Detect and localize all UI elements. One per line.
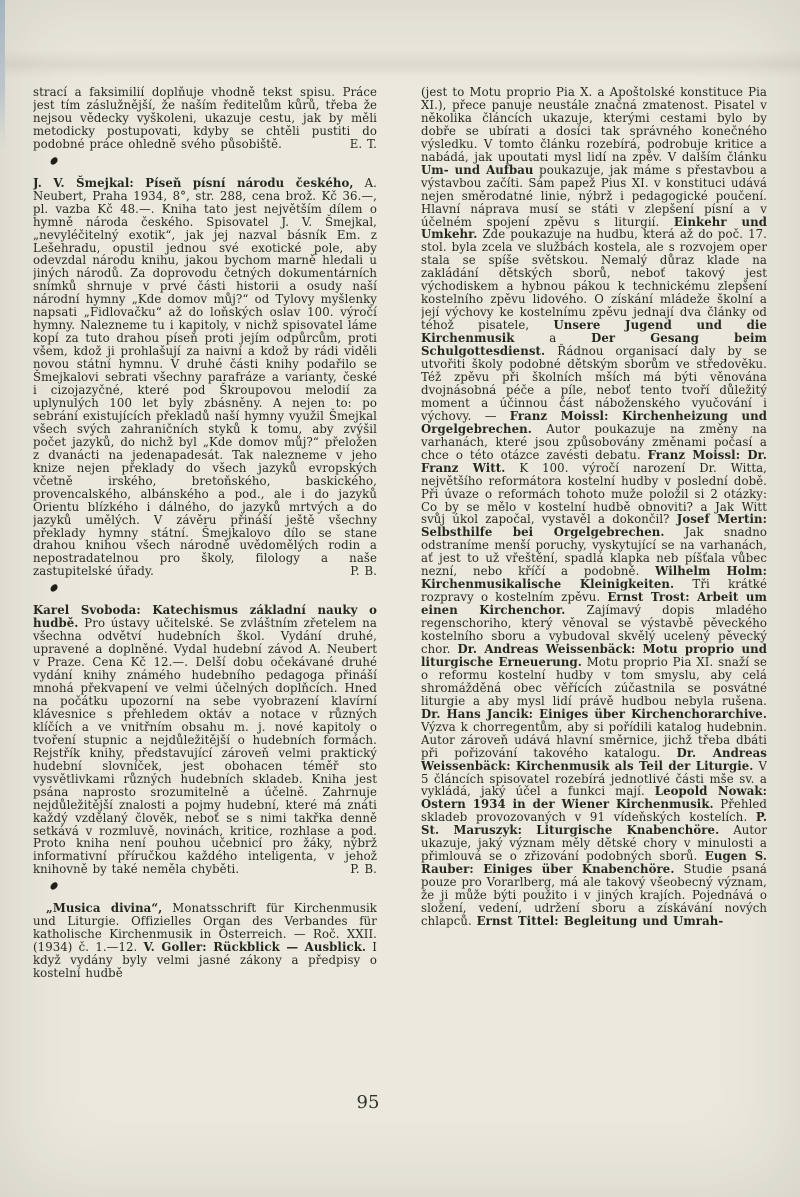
text-run: poukazuje, jak máme s přestavbou a výstavbou začíti. Sám papež Pius XI. v konstituci udává nejen směrodatné linie, nýbrž i pedagogické poučení. Hlavní náprava musí se státi v zlepšení písní a v účelném spojení zpěvu s liturgií. bbox=[421, 162, 767, 229]
review-heading-run: Franz Moissl: Dr. Franz Witt. bbox=[421, 447, 767, 475]
paragraph bbox=[33, 902, 377, 980]
text-run: a bbox=[514, 331, 592, 346]
column-right bbox=[421, 86, 767, 1092]
text-run: Výzva k chorregentům, aby si pořídili katalog hudebnin. Autor zároveň udává hlavní směrnice, jichž třeba dbáti při pořizování takového katalogu. bbox=[421, 719, 767, 760]
text-run: Přehled skladeb provozovaných v 91 vídeňských kostelích. bbox=[421, 797, 767, 825]
text-run: (jest to Motu proprio Pia X. a Apoštolské konstituce Pia XI.), přece panuje neustále značná zmatenost. Pisatel v několika článcích ukazuje, kterými cestami bylo by dobře se ubírati a dosíci tak správného konečného výsledku. V tomto článku rozebírá, podrobuje kritice a nabádá, jak upoutati mysl lidí na zpěv. V dalším článku bbox=[421, 86, 767, 164]
review-heading-run: Karel Svoboda: Katechismus základní nauky o hudbě. bbox=[33, 603, 377, 631]
review-heading-run: Einkehr und Umkehr. bbox=[421, 214, 767, 242]
reviewer-initials: P. B. bbox=[350, 862, 377, 877]
paragraph bbox=[33, 177, 377, 579]
review-heading-run: Unsere Jugend und die Kirchenmusik bbox=[421, 318, 767, 346]
review-heading-run: Der Gesang beim Schulgottesdienst. bbox=[421, 331, 767, 359]
text-run: K 100. výročí narození Dr. Witta, největšího reformátora kostelní hudby v poslední době. Při úvaze o reformách tohoto muže položil si 2 otázky: Co by se mělo v kostelní hudbě obnoviti? a Jak Witt svůj úkol započal, vystavěl a dokončil? bbox=[421, 460, 767, 527]
text-run: Monatsschrift für Kirchenmusik und Liturgie. Offizielles Organ des Verbandes für katholische Kirchenmusik in Österreich. — Roč. XXII. (1934) č. 1.—12. bbox=[33, 901, 377, 955]
leaf-ornament-icon bbox=[49, 584, 59, 593]
paragraph bbox=[33, 604, 377, 876]
review-heading-run: V. Goller: Rückblick — Ausblick. bbox=[143, 940, 367, 955]
text-run: Řádnou organisací daly by se utvořiti školy podobné dětským sborům ve středověku. Též zpěvu při školních mších má býti věnována dvojnásobná péče a píle, neboť tento tvoří důležitý moment a účinnou část náboženského vyučování i výchovy. — bbox=[421, 344, 767, 423]
paragraph bbox=[421, 86, 767, 928]
text-run: A. Neubert, Praha 1934, 8°, str. 288, cena brož. Kč 36.—, pl. vazba Kč 48.—. Kniha tato jest největším dílem o hymně národa českého. Spisovatel J. V. Šmejkal, „nevyléčitelný exotik“, jak jej nazval básník Em. z Lešehradu, opustil jednou své exotické pole, aby odevzdal národu knihu, jakou bychom marně hledali u jiných národů. Za doprovodu četných dokumentárních snímků shrnuje v prvé části historii a osudy naší národní hymny „Kde domov můj?“ od Tylovy myšlenky napsati „Fidlovačku“ až do loňských oslav 100. výročí hymny. Nalezneme tu i kapitoly, v nichž spisovatel láme kopí za tuto drahou píseň proti jejím odpůrcům, proti všem, kdož ji prohlašují za naivní a kdož by rádi viděli novou státní hymnu. V druhé části knihy podařilo se Šmejkalovi sebrati všechny parafráze a varianty, české i cizojazyčné, které pod Škroupovou melodií za uplynulých 100 let byly zbásněny. A nejen to: po sebrání existujících překladů naší hymny využil Šmejkal všech svých zahraničních styků k tomu, aby zvýšil počet jazyků, do nichž byl „Kde domov můj?“ přeložen z dvanácti na jedenapadesát. Tak nalezneme v jeho knize nejen překlady do všech jazyků evropských včetně irského, bretoňského, baskického, provencalského, albánského a pod., ale i do jazyků Orientu blízkého i dálného, do jazyků mrtvých a do jazyků umělých. V závěru přináší ještě všechny překlady hymny státní. Šmejkalovo dílo se stane drahou knihou všech národně uvědomělých rodin a nepostradatelnou pro školy, filology a naše zastupitelské úřady. bbox=[33, 175, 377, 579]
review-heading-run: J. V. Šmejkal: Píseň písní národu českého, bbox=[33, 175, 354, 190]
text-run: Pro ústavy učitelské. Se zvláštním zřetelem na všechna odvětví hudebních škol. Vydání druhé, upravené a doplněné. Vydal hudební závod A. Neubert v Praze. Cena Kč 12.—. Delší dobu očekávané druhé vydání knihy známého hudebního pedagoga přináší mnohá překvapení ve velmi účelných doplňcích. Hned na počátku upozorní na sebe vyobrazení klavírní klávesnice s přehledem oktáv a notace v různých klíčích a ve vnitřním obsahu m. j. nové kapitoly o tvoření stupnic a nejdůležitější o hudebních formách. Rejstřík knihy, představující zároveň velmi praktický hudební slovníček, jest obohacen téměř sto vysvětlivkami různých hudebních skladeb. Kniha jest psána naprosto srozumitelně a účelně. Zahrnuje nejdůležitější znalosti a pojmy hudební, které má znáti každý vzdělaný člověk, neboť se s nimi takřka denně setkává v rozmluvě, novinách, kritice, rozhlase a pod. Proto kniha není pouhou učebnicí pro žáky, nýbrž informativní příručkou každého inteligenta, v jehož knihovně by také neměla chyběti. bbox=[33, 616, 377, 877]
review-heading-run: Dr. Andreas Weissenbäck: Kirchenmusik als Teil der Liturgie. bbox=[421, 745, 767, 773]
paragraph bbox=[33, 86, 377, 151]
text-run: strací a faksimilií doplňuje vhodně tekst spisu. Práce jest tím záslužnější, že naším ředitelům kůrů, třeba že nejsou vědecky vyškoleni, ukazuje cestu, jak by měli metodicky postupovati, kdyby se chtěli pustiti do podobné práce ohledně svého působiště. bbox=[33, 86, 377, 151]
section-divider-icon bbox=[50, 883, 377, 892]
review-heading-run: P. St. Maruszyk: Liturgische Knabenchöre. bbox=[421, 810, 767, 838]
text-run: Zde poukazuje na hudbu, která až do poč. 17. stol. byla zcela ve službách kostela, ale s rozvojem oper stala se spíše světskou. Nemalý důraz klade na zakládání dětských sborů, neboť takový jest východiskem a hybnou pákou k technickému zlepšení kostelního zpěvu lidového. O získání mládeže školní a její výchovy ke kostelnímu zpěvu jednají dva články od téhož pisatele, bbox=[421, 227, 767, 333]
review-heading-run: Dr. Hans Jancik: Einiges über Kirchenchorarchive. bbox=[421, 706, 767, 721]
text-run: Tři krátké rozpravy o kostelním zpěvu. bbox=[421, 577, 767, 605]
text-run: Autor ukazuje, jaký význam měly dětské chory v minulosti a přimlouvá se o zřizování podobných sborů. bbox=[421, 823, 767, 864]
page-number: 95 bbox=[356, 1092, 380, 1113]
text-run: Studie psaná pouze pro Vorarlberg, má ale takový všeobecný význam, že ji může býti použito i v jiných krajích. Pojednává o složení, vedení, udržení sboru a získávání nových chlapců. bbox=[421, 862, 767, 928]
review-heading-run: Leopold Nowak: Ostern 1934 in der Wiener Kirchenmusik. bbox=[421, 784, 767, 812]
review-heading-run: Josef Mertin: Selbsthilfe bei Orgelgebrechen. bbox=[421, 512, 767, 540]
reviewer-initials: E. T. bbox=[349, 136, 377, 151]
reviewer-initials: P. B. bbox=[350, 564, 377, 579]
review-heading-run: Ernst Tittel: Begleitung und Umrah- bbox=[476, 914, 724, 928]
text-run: V 5 článcích spisovatel rozebírá jednotlivé části mše sv. a vykládá, jaký účel a funkci mají. bbox=[421, 758, 767, 799]
text-run: Zajímavý dopis mladého regenschoriho, který věnoval se výstavbě pěveckého kostelního sboru a vybudoval skvělý ucelený pěvecký chor. bbox=[421, 603, 767, 656]
text-run: Motu proprio Pia XI. snaží se o reformu kostelní hudby v tom smyslu, aby celá shromážděná obec věřících zúčastnila se posvátné liturgie a aby mysl lidí právě hudbou nebyla rušena. bbox=[421, 654, 767, 708]
column-left bbox=[33, 86, 377, 1098]
review-heading-run: „Musica divina“, bbox=[46, 901, 163, 916]
review-heading-run: Um- und Aufbau bbox=[421, 162, 534, 177]
text-run: Autor poukazuje na změny na varhanách, které jsou způsobovány změnami počasí a chce o této otázce zavésti debatu. bbox=[421, 421, 767, 462]
review-heading-run: Wilhelm Holm: Kirchenmusikalische Kleinigkeiten. bbox=[421, 564, 767, 592]
scan-shadow-band bbox=[0, 50, 800, 78]
text-run: Jak snadno odstraníme menší poruchy, vyskytující se na varhanách, ať jest to už vřeštění, spadlá klapka neb píšťala vůbec nezní, nebo kříčí a podobně. bbox=[421, 525, 767, 579]
scan-edge-artifact bbox=[0, 0, 5, 150]
review-heading-run: Eugen S. Rauber: Einiges über Knabenchöre. bbox=[421, 849, 767, 877]
review-heading-run: Dr. Andreas Weissenbäck: Motu proprio und liturgische Erneuerung. bbox=[421, 641, 767, 669]
leaf-ornament-icon bbox=[49, 156, 59, 165]
section-divider-icon bbox=[50, 158, 377, 167]
section-divider-icon bbox=[50, 585, 377, 594]
text-run: I když vydány byly velmi jasné zákony a předpisy o kostelní hudbě bbox=[33, 940, 377, 981]
review-heading-run: Franz Moissl: Kirchenheizung und Orgelgebrechen. bbox=[421, 408, 767, 436]
review-heading-run: Ernst Trost: Arbeit um einen Kirchenchor. bbox=[421, 590, 767, 618]
leaf-ornament-icon bbox=[49, 882, 59, 891]
